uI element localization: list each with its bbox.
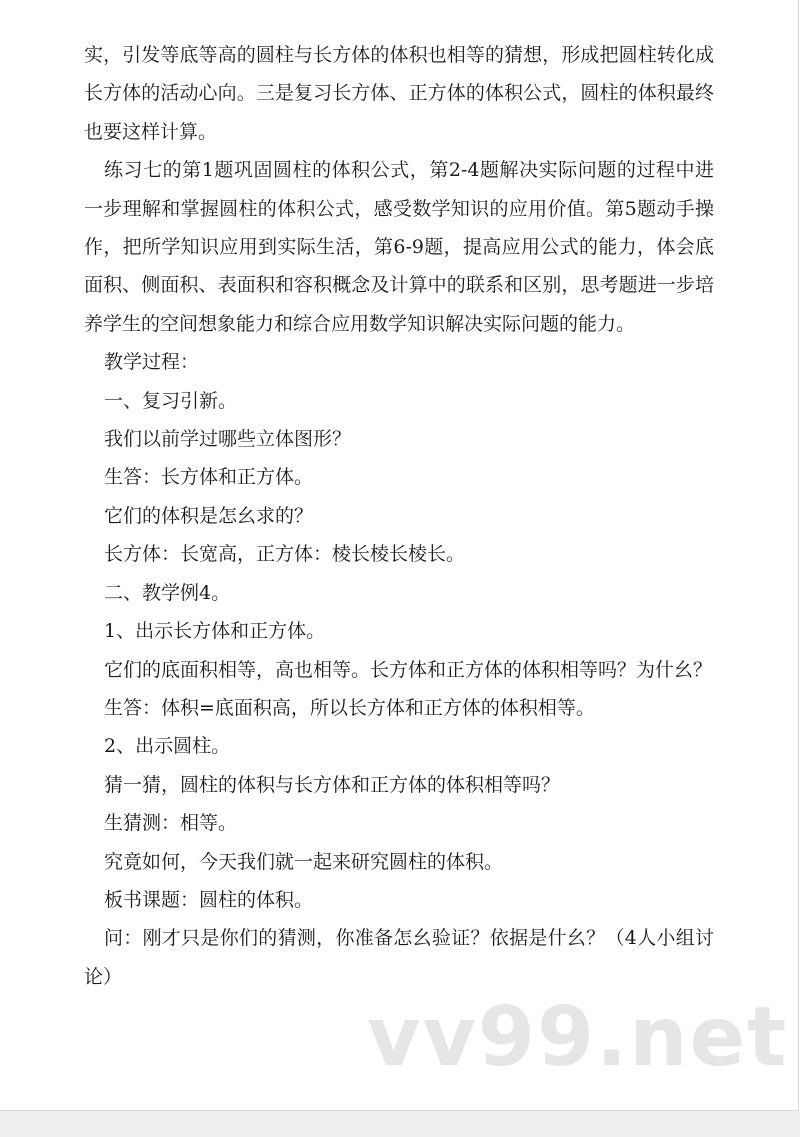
paragraph-9: 二、教学例4。: [104, 581, 231, 604]
paragraph-1: 实，引发等底等高的圆柱与长方体的体积也相等的猜想，形成把圆柱转化成长方体的活动心向。三是复习长方体、正方体的体积公式，圆柱的体积最终也要这样计算。: [84, 44, 714, 143]
paragraph-11: 它们的底面积相等，高也相等。长方体和正方体的体积相等吗？为什幺？: [104, 658, 713, 681]
paragraph-7: 它们的体积是怎幺求的？: [104, 504, 314, 527]
document-body: [84, 36, 714, 996]
paragraph-4: 一、复习引新。: [104, 389, 238, 412]
paragraph-18: 问：刚才只是你们的猜测，你准备怎幺验证？依据是什幺？（4人小组讨论）: [84, 927, 714, 988]
paragraph-15: 生猜测：相等。: [104, 812, 238, 835]
paragraph-3: 教学过程：: [104, 351, 200, 374]
page-gap-strip: [0, 1111, 800, 1137]
paragraph-14: 猜一猜，圆柱的体积与长方体和正方体的体积相等吗？: [104, 773, 561, 796]
paragraph-2: 练习七的第1题巩固圆柱的体积公式，第2-4题解决实际问题的过程中进一步理解和掌握圆柱的体积公式，感受数学知识的应用价值。第5题动手操作，把所学知识应用到实际生活，第6-9题，提高应用公式的能力，体会底面积、侧面积、表面积和容积概念及计算中的联系和区别，思考题进一步培养学生的空间想象能力和综合应用数学知识解决实际问题的能力。: [84, 159, 714, 335]
paragraph-16: 究竟如何，今天我们就一起来研究圆柱的体积。: [104, 850, 504, 873]
paragraph-12: 生答：体积=底面积高，所以长方体和正方体的体积相等。: [104, 696, 595, 719]
paragraph-6: 生答：长方体和正方体。: [104, 466, 314, 489]
paragraph-10: 1、出示长方体和正方体。: [104, 620, 326, 643]
paragraph-5: 我们以前学过哪些立体图形？: [104, 428, 352, 451]
paragraph-8: 长方体：长宽高，正方体：棱长棱长棱长。: [104, 543, 466, 566]
paragraph-13: 2、出示圆柱。: [104, 735, 231, 758]
paragraph-17: 板书课题：圆柱的体积。: [104, 888, 314, 911]
watermark: vv99.net: [367, 990, 789, 1085]
